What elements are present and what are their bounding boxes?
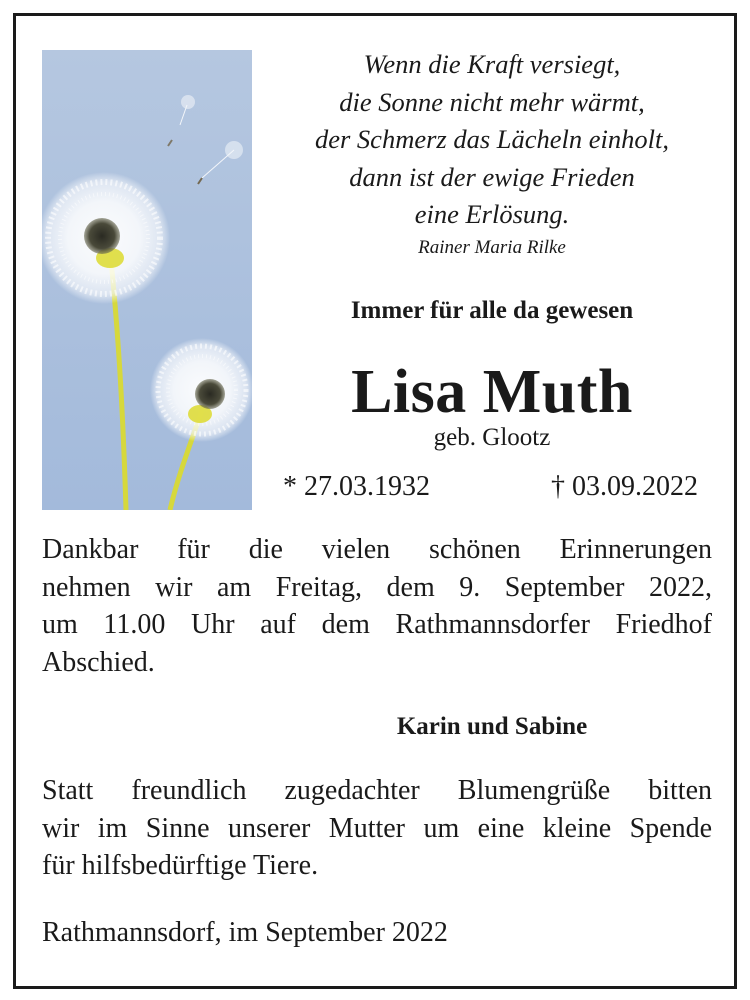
donation-line: wir im Sinne unserer Mutter um eine kleine Spende — [42, 812, 712, 844]
birth-date: * 27.03.1932 — [283, 471, 430, 502]
poem-line: dann ist der ewige Frieden — [349, 161, 635, 192]
birth-name: geb. Glootz — [433, 424, 551, 451]
place-date: Rathmannsdorf, im September 2022 — [42, 917, 448, 948]
message-line: um 11.00 Uhr auf dem Rathmannsdorfer Friedhof — [42, 609, 712, 640]
message-line: nehmen wir am Freitag, dem 9. September 2022, — [42, 571, 712, 603]
death-date: † 03.09.2022 — [551, 471, 698, 502]
donation-line: Statt freundlich zugedachter Blumengrüße bitten — [42, 775, 712, 806]
donation-line: für hilfsbedürftige Tiere. — [42, 850, 319, 881]
message-paragraph — [42, 531, 712, 681]
deceased-name: Lisa Muth — [351, 358, 633, 426]
poem-line: Wenn die Kraft versiegt, — [363, 49, 621, 79]
tagline: Immer für alle da gewesen — [350, 297, 634, 324]
message-line: Abschied. — [42, 646, 155, 678]
dandelion-large — [42, 172, 170, 304]
dandelion-small — [150, 338, 252, 442]
poem-line: die Sonne nicht mehr wärmt, — [339, 86, 645, 117]
poem-line: der Schmerz das Lächeln einholt, — [314, 124, 670, 154]
message-line: Dankbar für die vielen schönen Erinnerungen — [42, 534, 712, 565]
donation-paragraph — [42, 772, 712, 885]
dandelion-photo — [42, 50, 252, 510]
signers: Karin und Sabine — [396, 713, 588, 740]
poem — [262, 46, 722, 234]
poem-line: eine Erlösung. — [414, 199, 570, 229]
poem-author: Rainer Maria Rilke — [418, 237, 566, 258]
